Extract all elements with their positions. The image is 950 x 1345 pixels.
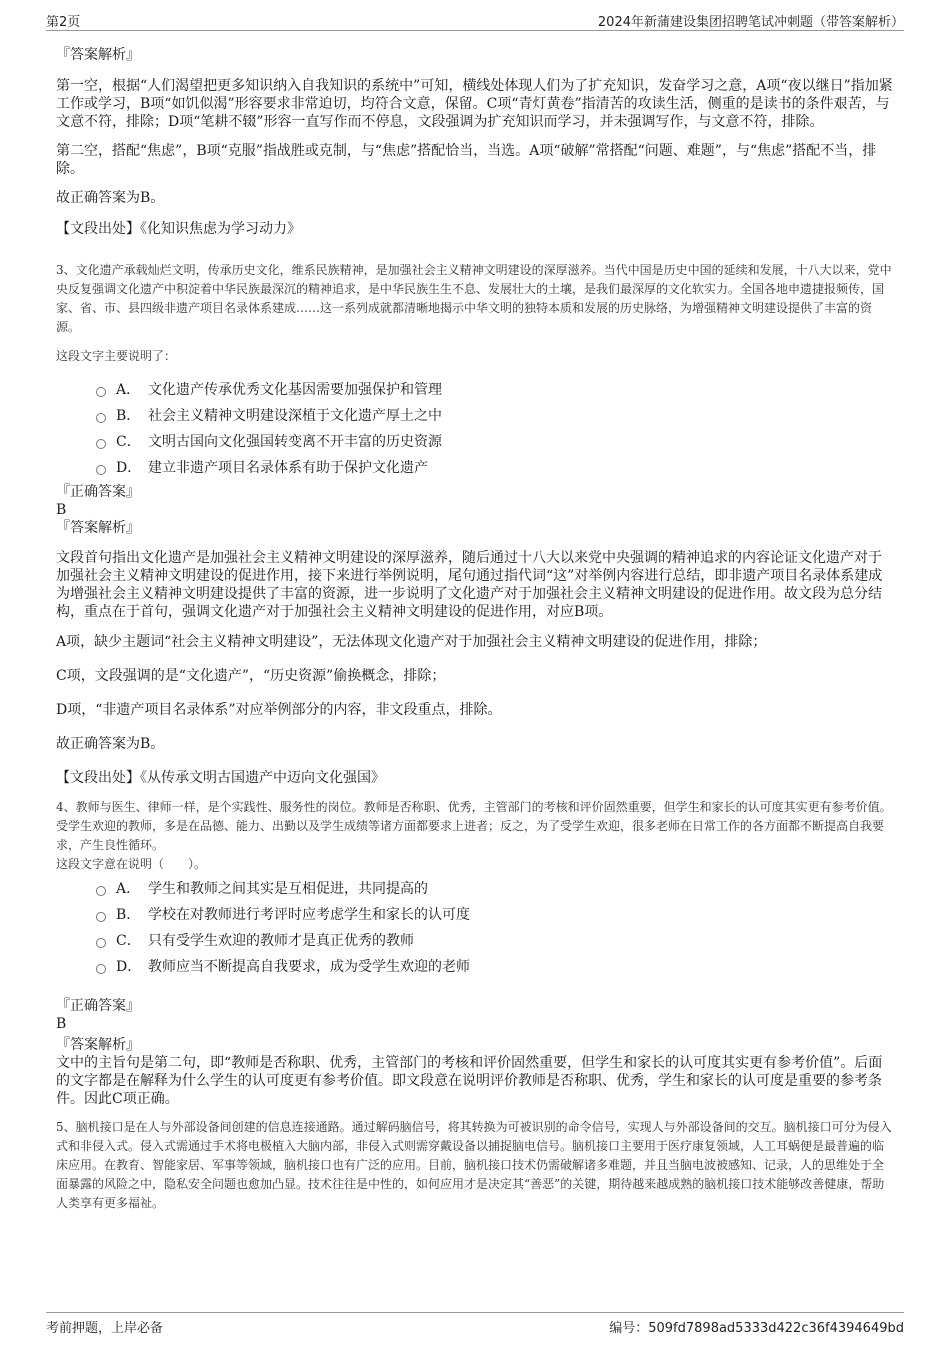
q4-analysis-label: 『答案解析』 [56, 1037, 140, 1053]
q3-option-d[interactable]: D． 建立非遗产项目名录体系有助于保护文化遗产 [96, 455, 894, 481]
q3-options [56, 377, 894, 481]
page-content [56, 38, 894, 1213]
q5-stem: 5、脑机接口是在人与外部设备间创建的信息连接通路。通过解码脑信号，将其转换为可被识别的命令信号，实现人与外部设备间的交互。脑机接口可分为侵入式和非侵入式。侵入式需通过手术将电极植入大脑内部，非侵入式则需穿戴设备以捕捉脑电信号。脑机接口主要用于医疗康复领域，人工耳蜗便是最普遍的临床应用。在教育、智能家居、军事等领域，脑机接口也有广泛的应用。目前，脑机接口技术仍需破解诸多难题，并且当脑电波被感知、记录，人的思维处于全面暴露的风险之中，隐私安全问题也愈加凸显。技术往往是中性的，如何应用才是决定其“善恶”的关键，期待越来越成熟的脑机接口技术能够改善健康，帮助人类享有更多福祉。 [56, 1120, 892, 1210]
page-header [46, 8, 904, 31]
q4-option-d[interactable]: D． 教师应当不断提高自我要求，成为受学生欢迎的老师 [96, 954, 894, 980]
radio-icon[interactable] [96, 439, 106, 449]
q4-option-c[interactable]: C． 只有受学生欢迎的教师才是真正优秀的教师 [96, 928, 894, 954]
page-footer [46, 1312, 904, 1336]
document-title: 2024年新蒲建设集团招聘笔试冲刺题（带答案解析） [597, 15, 904, 30]
radio-icon[interactable] [96, 413, 106, 423]
q3-analysis-p2: A项，缺少主题词“社会主义精神文明建设”，无法体现文化遗产对于加强社会主义精神文明建设的促进作用，排除； [56, 634, 767, 650]
q4-question: 这段文字意在说明（ ）。 [56, 857, 207, 871]
q3-correct-answer: B [56, 502, 67, 518]
footer-slogan: 考前押题，上岸必备 [46, 1321, 164, 1336]
q3-question: 这段文字主要说明了： [56, 349, 177, 363]
q3-correct-label: 『正确答案』 [56, 484, 140, 500]
q2-source: 【文段出处】《化知识焦虑为学习动力》 [56, 221, 301, 237]
q3-analysis-p4: D项，“非遗产项目名录体系”对应举例部分的内容，非文段重点，排除。 [56, 702, 502, 718]
radio-icon[interactable] [96, 465, 106, 475]
q3-option-a[interactable]: A． 文化遗产传承优秀文化基因需要加强保护和管理 [96, 377, 894, 403]
q3-conclusion: 故正确答案为B。 [56, 736, 165, 752]
document-id: 编号：509fd7898ad5333d422c36f4394649bd [609, 1321, 904, 1336]
radio-icon[interactable] [96, 387, 106, 397]
q3-source: 【文段出处】《从传承文明古国遗产中迈向文化强国》 [56, 770, 385, 786]
q2-analysis-p1: 第一空，根据“人们渴望把更多知识纳入自我知识的系统中”可知，横线处体现人们为了扩充知识，发奋学习之意，A项“夜以继日”指加紧工作或学习，B项“如饥似渴”形容要求非常迫切，均符合文意，保留。C项“青灯黄卷”指清苦的攻读生活，侧重的是读书的条件艰苦，与文意不符，排除；D项“笔耕不辍”形容一直写作而不停息，文段强调为扩充知识而学习，并未强调写作，与文意不符，排除。 [56, 78, 893, 130]
radio-icon[interactable] [96, 938, 106, 948]
q4-correct-label: 『正确答案』 [56, 998, 140, 1014]
q3-option-b[interactable]: B． 社会主义精神文明建设深植于文化遗产厚土之中 [96, 403, 894, 429]
q2-analysis-label: 『答案解析』 [56, 47, 140, 63]
q2-conclusion: 故正确答案为B。 [56, 190, 165, 206]
radio-icon[interactable] [96, 912, 106, 922]
q3-stem: 3、文化遗产承载灿烂文明，传承历史文化，维系民族精神，是加强社会主义精神文明建设的深厚滋养。当代中国是历史中国的延续和发展，十八大以来，党中央反复强调文化遗产中积淀着中华民族最深沉的精神追求，是中华民族生生不息、发展壮大的土壤，是我们最深厚的文化软实力。全国各地申遗捷报频传，国家、省、市、县四级非遗产项目名录体系建成……这一系列成就都清晰地揭示中华文明的独特本质和发展的历史脉络，为增强精神文明建设提供了丰富的资源。 [56, 263, 892, 334]
page-number: 第2页 [46, 15, 81, 30]
radio-icon[interactable] [96, 964, 106, 974]
q3-analysis-p1: 文段首句指出文化遗产是加强社会主义精神文明建设的深厚滋养，随后通过十八大以来党中央强调的精神追求的内容论证文化遗产对于加强社会主义精神文明建设的促进作用，接下来进行举例说明，尾句通过指代词“这”对举例内容进行总结，即非遗产项目名录体系建成为增强社会主义精神文明建设提供了丰富的资源，进一步说明了文化遗产对于加强社会主义精神文明建设的促进作用。故文段为总分结构，重点在于首句，强调文化遗产对于加强社会主义精神文明建设的促进作用，对应B项。 [56, 550, 883, 620]
q3-analysis-label: 『答案解析』 [56, 520, 140, 536]
q4-option-b[interactable]: B． 学校在对教师进行考评时应考虑学生和家长的认可度 [96, 902, 894, 928]
q4-option-a[interactable]: A． 学生和教师之间其实是互相促进，共同提高的 [96, 876, 894, 902]
q3-option-c[interactable]: C． 文明古国向文化强国转变离不开丰富的历史资源 [96, 429, 894, 455]
q4-stem: 4、教师与医生、律师一样，是个实践性、服务性的岗位。教师是否称职、优秀，主管部门的考核和评价固然重要，但学生和家长的认可度其实更有参考价值。受学生欢迎的教师，多是在品德、能力、出勤以及学生成绩等诸方面都要求上进者；反之，为了受学生欢迎，很多老师在日常工作的各方面都不断提高自我要求，产生良性循环。 [56, 800, 892, 852]
q4-correct-answer: B [56, 1016, 67, 1032]
q3-analysis-p3: C项，文段强调的是“文化遗产”，“历史资源”偷换概念，排除； [56, 668, 446, 684]
q4-analysis-p1: 文中的主旨句是第二句，即“教师是否称职、优秀，主管部门的考核和评价固然重要，但学生和家长的认可度其实更有参考价值”。后面的文字都是在解释为什么学生的认可度更有参考价值。即文段意在说明评价教师是否称职、优秀，学生和家长的认可度是重要的参考条件。因此C项正确。 [56, 1055, 883, 1107]
q2-analysis-p2: 第二空，搭配“焦虑”，B项“克服”指战胜或克制，与“焦虑”搭配恰当，当选。A项“破解”常搭配“问题、难题”，与“焦虑”搭配不当，排除。 [56, 143, 877, 177]
q4-options [56, 876, 894, 980]
radio-icon[interactable] [96, 886, 106, 896]
